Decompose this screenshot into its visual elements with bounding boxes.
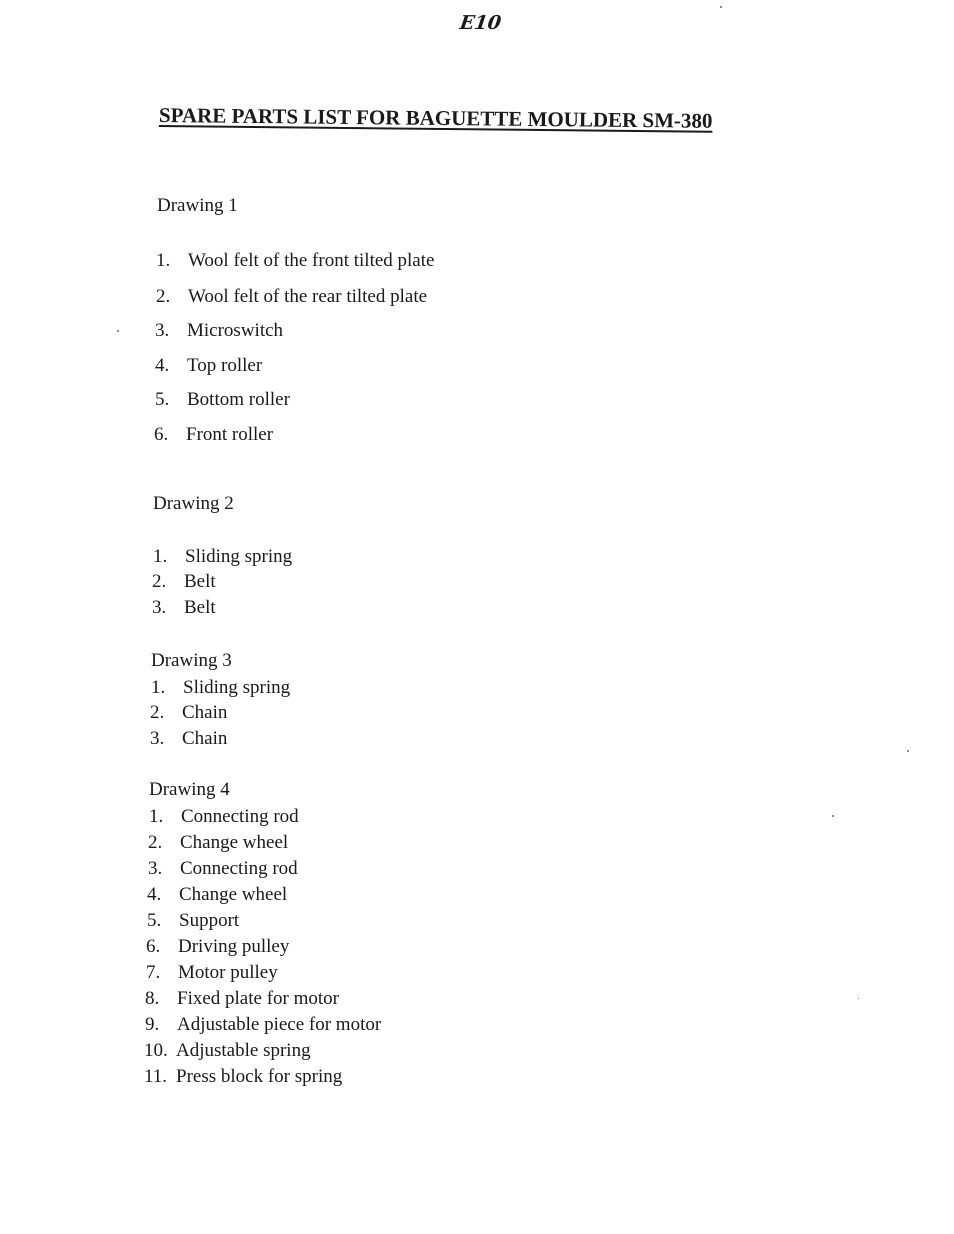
item-number: 2. [150,702,165,723]
section-heading-drawing-4: Drawing 4 [149,779,230,800]
list-item [151,677,290,699]
list-item [152,571,216,593]
item-label: Fixed plate for motor [177,988,339,1009]
item-number: 5. [147,910,162,931]
item-label: Chain [182,728,228,749]
item-label: Motor pulley [178,962,278,983]
list-item [154,424,273,446]
list-item [150,702,227,724]
item-label: Belt [184,597,216,618]
item-number: 1. [149,806,164,827]
item-label: Adjustable piece for motor [177,1014,382,1035]
list-item [150,728,227,750]
list-item [146,962,278,984]
item-number: 6. [154,424,169,445]
list-item [155,355,262,377]
item-number: 2. [152,571,167,592]
item-number: 1. [151,677,166,698]
item-label: Wool felt of the front tilted plate [188,250,435,271]
page-mark: E10 [458,12,503,34]
list-item [147,910,239,932]
item-number: 8. [145,988,160,1009]
item-label: Belt [184,571,216,592]
list-item [148,832,288,854]
item-label: Support [179,910,240,931]
list-item [156,250,434,272]
section-heading-drawing-1: Drawing 1 [157,195,238,216]
item-number: 10. [144,1040,168,1061]
list-item [155,320,283,342]
list-item [149,806,299,828]
item-label: Top roller [187,355,263,376]
item-number: 2. [148,832,163,853]
item-number: 11. [144,1066,168,1087]
scan-speck [720,6,722,8]
item-label: Wool felt of the rear tilted plate [188,286,428,307]
list-item [147,884,287,906]
scan-speck [858,998,859,999]
item-label: Connecting rod [181,806,299,827]
section-heading-drawing-3: Drawing 3 [151,650,232,671]
item-number: 5. [155,389,170,410]
list-item [155,389,290,411]
item-number: 4. [155,355,170,376]
list-item [144,1040,311,1062]
item-number: 7. [146,962,161,983]
list-item [148,858,298,880]
item-label: Bottom roller [187,389,290,410]
list-item [156,286,427,308]
scan-speck [832,815,834,817]
item-number: 9. [145,1014,160,1035]
item-label: Front roller [186,424,274,445]
item-label: Sliding spring [185,546,293,567]
item-label: Sliding spring [183,677,291,698]
scan-speck [907,750,909,752]
item-label: Microswitch [187,320,284,341]
item-label: Driving pulley [178,936,290,957]
list-item [146,936,289,958]
list-item [145,1014,381,1036]
item-label: Adjustable spring [176,1040,311,1061]
list-item [153,546,292,568]
item-number: 1. [156,250,171,271]
item-number: 3. [148,858,163,879]
list-item [145,988,339,1010]
item-number: 3. [152,597,167,618]
item-label: Change wheel [180,832,289,853]
item-number: 2. [156,286,171,307]
document-title: SPARE PARTS LIST FOR BAGUETTE MOULDER SM-380 [158,103,713,133]
item-number: 3. [155,320,170,341]
item-label: Chain [182,702,228,723]
scan-speck [117,330,119,332]
list-item [152,597,216,619]
list-item [144,1066,342,1088]
item-number: 3. [150,728,165,749]
item-number: 4. [147,884,162,905]
item-label: Press block for spring [176,1066,343,1087]
item-number: 1. [153,546,168,567]
section-heading-drawing-2: Drawing 2 [153,493,234,514]
item-label: Connecting rod [180,858,298,879]
item-label: Change wheel [179,884,288,905]
item-number: 6. [146,936,161,957]
